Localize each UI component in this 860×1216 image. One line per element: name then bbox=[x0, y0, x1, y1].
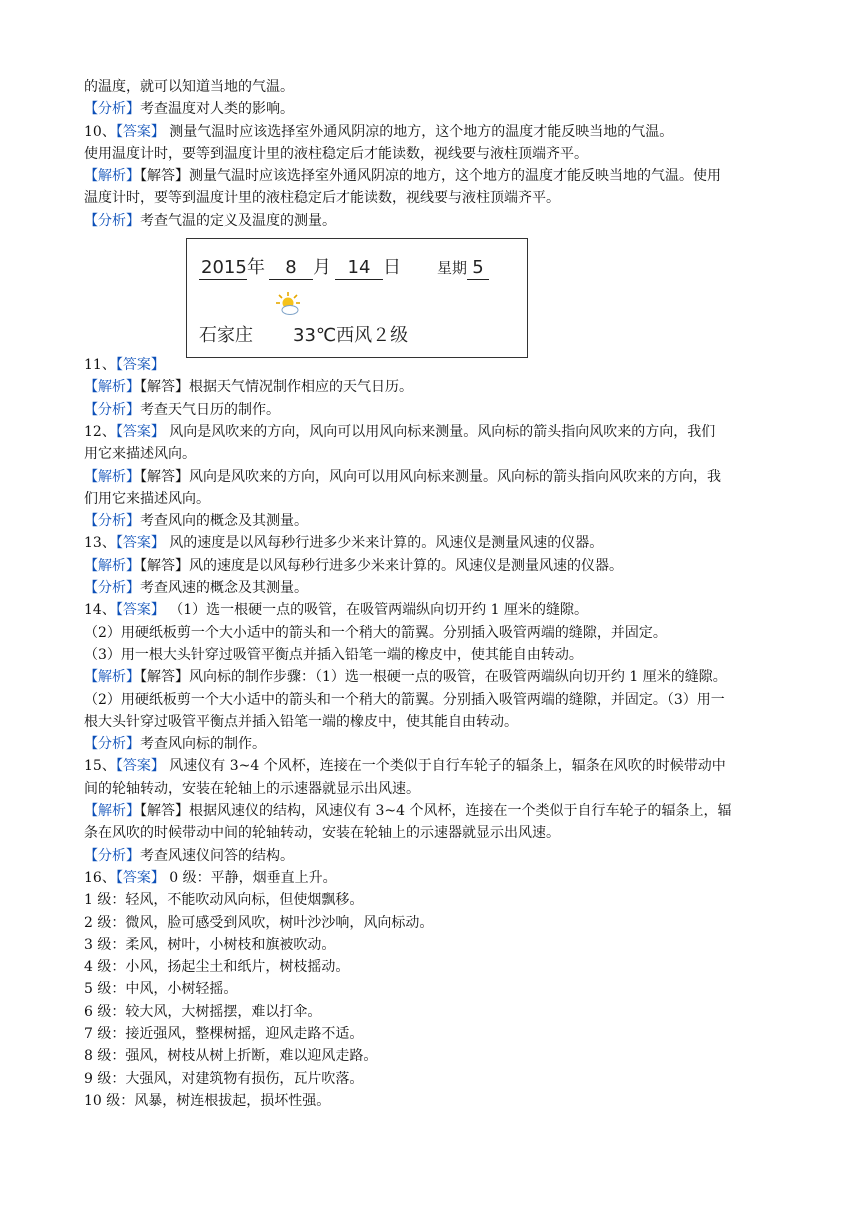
text-line bbox=[84, 399, 780, 421]
calendar-day-label: 日 bbox=[383, 257, 401, 279]
text-line bbox=[84, 778, 780, 800]
section-tag: 【答案】 bbox=[115, 758, 165, 775]
section-tag: 【解析】 bbox=[84, 803, 140, 820]
line-text: 温度计时，要等到温度计里的液柱稳定后才能读数，视线要与液柱顶端齐平。 bbox=[84, 190, 560, 207]
text-line bbox=[84, 755, 780, 777]
line-text: 根大头针穿过吸管平衡点并插入铅笔一端的橡皮中，使其能自由转动。 bbox=[84, 713, 518, 730]
section-tag: 【答案】 bbox=[115, 602, 165, 619]
line-text: 【解答】根据风速仪的结构，风速仪有 3~4 个风杯，连接在一个类似于自行车轮子的辐条上，辐 bbox=[140, 803, 732, 820]
text-line bbox=[84, 98, 780, 120]
line-text: 10 级：风暴，树连根拔起，损坏性强。 bbox=[84, 1092, 331, 1109]
line-text: 风速仪有 3~4 个风杯，连接在一个类似于自行车轮子的辐条上，辐条在风吹的时候带动中 bbox=[164, 758, 726, 775]
text-line bbox=[84, 1001, 780, 1023]
answer-tag: 【答案】 bbox=[115, 357, 165, 374]
text-line bbox=[84, 165, 780, 187]
text-line bbox=[84, 210, 780, 232]
text-line bbox=[84, 622, 780, 644]
text-line bbox=[84, 76, 780, 98]
text-line bbox=[84, 532, 780, 554]
section-tag: 【分析】 bbox=[84, 513, 140, 530]
line-text: 使用温度计时，要等到温度计里的液柱稳定后才能读数，视线要与液柱顶端齐平。 bbox=[84, 145, 588, 162]
line-text: 9 级：大强风，对建筑物有损伤，瓦片吹落。 bbox=[84, 1070, 364, 1087]
sun-cloud-icon bbox=[275, 291, 301, 317]
text-line bbox=[84, 187, 780, 209]
line-text: 用它来描述风向。 bbox=[84, 446, 196, 463]
line-text: 考查气温的定义及温度的测量。 bbox=[140, 212, 336, 229]
line-text: （1）选一根硬一点的吸管，在吸管两端纵向切开约 1 厘米的缝隙。 bbox=[164, 602, 588, 619]
line-text: （3）用一根大头针穿过吸管平衡点并插入铅笔一端的橡皮中，使其能自由转动。 bbox=[84, 646, 583, 663]
text-line bbox=[84, 577, 780, 599]
text-line bbox=[84, 488, 780, 510]
line-text: 5 级：中风，小树轻摇。 bbox=[84, 981, 238, 998]
calendar-date-row bbox=[199, 253, 489, 280]
line-text: 6 级：较大风，大树摇摆，难以打伞。 bbox=[84, 1003, 322, 1020]
line-text: 1 级：轻风，不能吹动风向标，但使烟飘移。 bbox=[84, 892, 364, 909]
question-number: 11、 bbox=[84, 357, 116, 374]
text-line bbox=[84, 912, 780, 934]
text-line bbox=[84, 143, 780, 165]
text-line bbox=[84, 978, 780, 1000]
section-tag: 【解析】 bbox=[84, 379, 140, 396]
question-number: 15、 bbox=[84, 758, 116, 775]
calendar-year-label: 年 bbox=[247, 257, 265, 279]
text-line bbox=[84, 1090, 780, 1112]
line-text: 风的速度是以风每秒行进多少米来计算的。风速仪是测量风速的仪器。 bbox=[164, 535, 604, 552]
text-line bbox=[84, 867, 780, 889]
line-text: 间的轮轴转动，安装在轮轴上的示速器就显示出风速。 bbox=[84, 780, 420, 797]
text-line bbox=[84, 555, 780, 577]
question-number: 16、 bbox=[84, 869, 116, 886]
section-tag: 【答案】 bbox=[115, 423, 165, 440]
question-number: 14、 bbox=[84, 602, 116, 619]
text-line bbox=[84, 421, 780, 443]
text-line bbox=[84, 822, 780, 844]
text-line bbox=[84, 376, 780, 398]
line-text: 考查天气日历的制作。 bbox=[140, 401, 280, 418]
line-text: 8 级：强风，树枝从树上折断，难以迎风走路。 bbox=[84, 1048, 378, 1065]
line-text: 【解答】风向是风吹来的方向，风向可以用风向标来测量。风向标的箭头指向风吹来的方向，我 bbox=[140, 468, 721, 485]
text-line bbox=[84, 1023, 780, 1045]
section-tag: 【解析】 bbox=[84, 669, 140, 686]
section-tag: 【解析】 bbox=[84, 168, 140, 185]
text-line bbox=[84, 689, 780, 711]
line-text: 考查风速的概念及其测量。 bbox=[140, 580, 308, 597]
answer-section-top bbox=[84, 76, 780, 232]
line-text: 【解答】风的速度是以风每秒行进多少米来计算的。风速仪是测量风速的仪器。 bbox=[140, 557, 623, 574]
line-text: 测量气温时应该选择室外通风阴凉的地方，这个地方的温度才能反映当地的气温。 bbox=[164, 123, 674, 140]
line-text: 2 级：微风，脸可感受到风吹，树叶沙沙响，风向标动。 bbox=[84, 914, 434, 931]
line-text: 考查风向标的制作。 bbox=[140, 736, 266, 753]
section-tag: 【答案】 bbox=[115, 535, 165, 552]
section-tag: 【分析】 bbox=[84, 736, 140, 753]
question-number: 13、 bbox=[84, 535, 116, 552]
text-line bbox=[84, 443, 780, 465]
calendar-city: 石家庄 bbox=[199, 325, 253, 347]
text-line bbox=[84, 733, 780, 755]
section-tag: 【分析】 bbox=[84, 580, 140, 597]
text-line bbox=[84, 934, 780, 956]
section-tag: 【分析】 bbox=[84, 401, 140, 418]
line-text: 们用它来描述风向。 bbox=[84, 490, 210, 507]
calendar-weekday-label: 星期 bbox=[437, 259, 468, 278]
calendar-weather-row bbox=[199, 321, 448, 347]
question-number: 10、 bbox=[84, 123, 116, 140]
text-line bbox=[84, 510, 780, 532]
calendar-year: 2015 bbox=[201, 257, 247, 279]
text-line bbox=[84, 711, 780, 733]
line-text: 【解答】根据天气情况制作相应的天气日历。 bbox=[140, 379, 413, 396]
section-tag: 【答案】 bbox=[115, 869, 165, 886]
line-text: 3 级：柔风，树叶，小树枝和旗被吹动。 bbox=[84, 936, 336, 953]
section-tag: 【分析】 bbox=[84, 847, 140, 864]
calendar-day: 14 bbox=[335, 257, 383, 280]
weather-calendar-figure bbox=[186, 238, 528, 358]
text-line bbox=[84, 845, 780, 867]
calendar-weather: 33℃西风２级 bbox=[293, 325, 409, 347]
line-text: 【解答】测量气温时应该选择室外通风阴凉的地方，这个地方的温度才能反映当地的气温。使用 bbox=[140, 168, 721, 185]
section-tag: 【解析】 bbox=[84, 557, 140, 574]
text-line bbox=[84, 956, 780, 978]
text-line bbox=[84, 599, 780, 621]
line-text: 风向是风吹来的方向，风向可以用风向标来测量。风向标的箭头指向风吹来的方向，我们 bbox=[164, 423, 716, 440]
text-line bbox=[84, 1068, 780, 1090]
text-line bbox=[84, 666, 780, 688]
line-text: 【解答】风向标的制作步骤：（1）选一根硬一点的吸管，在吸管两端纵向切开约 1 厘米的缝隙。 bbox=[140, 669, 727, 686]
text-line bbox=[84, 466, 780, 488]
calendar-month-label: 月 bbox=[313, 257, 331, 279]
calendar-weekday: 5 bbox=[467, 257, 489, 280]
question-number: 12、 bbox=[84, 423, 116, 440]
line-text: 7 级：接近强风，整棵树摇，迎风走路不适。 bbox=[84, 1025, 364, 1042]
text-line bbox=[84, 644, 780, 666]
line-text: 0 级：平静，烟垂直上升。 bbox=[164, 869, 337, 886]
text-line bbox=[84, 121, 780, 143]
line-text: 4 级：小风，扬起尘土和纸片，树枝摇动。 bbox=[84, 959, 350, 976]
text-line bbox=[84, 800, 780, 822]
line-text: 条在风吹的时候带动中间的轮轴转动，安装在轮轴上的示速器就显示出风速。 bbox=[84, 825, 560, 842]
section-tag: 【分析】 bbox=[84, 212, 140, 229]
line-text: （2）用硬纸板剪一个大小适中的箭头和一个稍大的箭翼。分别插入吸管两端的缝隙，并固定。 bbox=[84, 624, 667, 641]
line-text: （2）用硬纸板剪一个大小适中的箭头和一个稍大的箭翼。分别插入吸管两端的缝隙，并固定。（3）用一 bbox=[84, 691, 725, 708]
section-tag: 【答案】 bbox=[115, 123, 165, 140]
line-text: 考查风向的概念及其测量。 bbox=[140, 513, 308, 530]
text-line bbox=[84, 1045, 780, 1067]
line-text: 考查温度对人类的影响。 bbox=[140, 101, 294, 118]
line-text: 的温度，就可以知道当地的气温。 bbox=[84, 79, 294, 95]
calendar-month: 8 bbox=[269, 257, 313, 280]
section-tag: 【分析】 bbox=[84, 101, 140, 118]
text-line bbox=[84, 889, 780, 911]
line-text: 考查风速仪问答的结构。 bbox=[140, 847, 294, 864]
section-tag: 【解析】 bbox=[84, 468, 140, 485]
answer-section-bottom bbox=[84, 376, 780, 1112]
